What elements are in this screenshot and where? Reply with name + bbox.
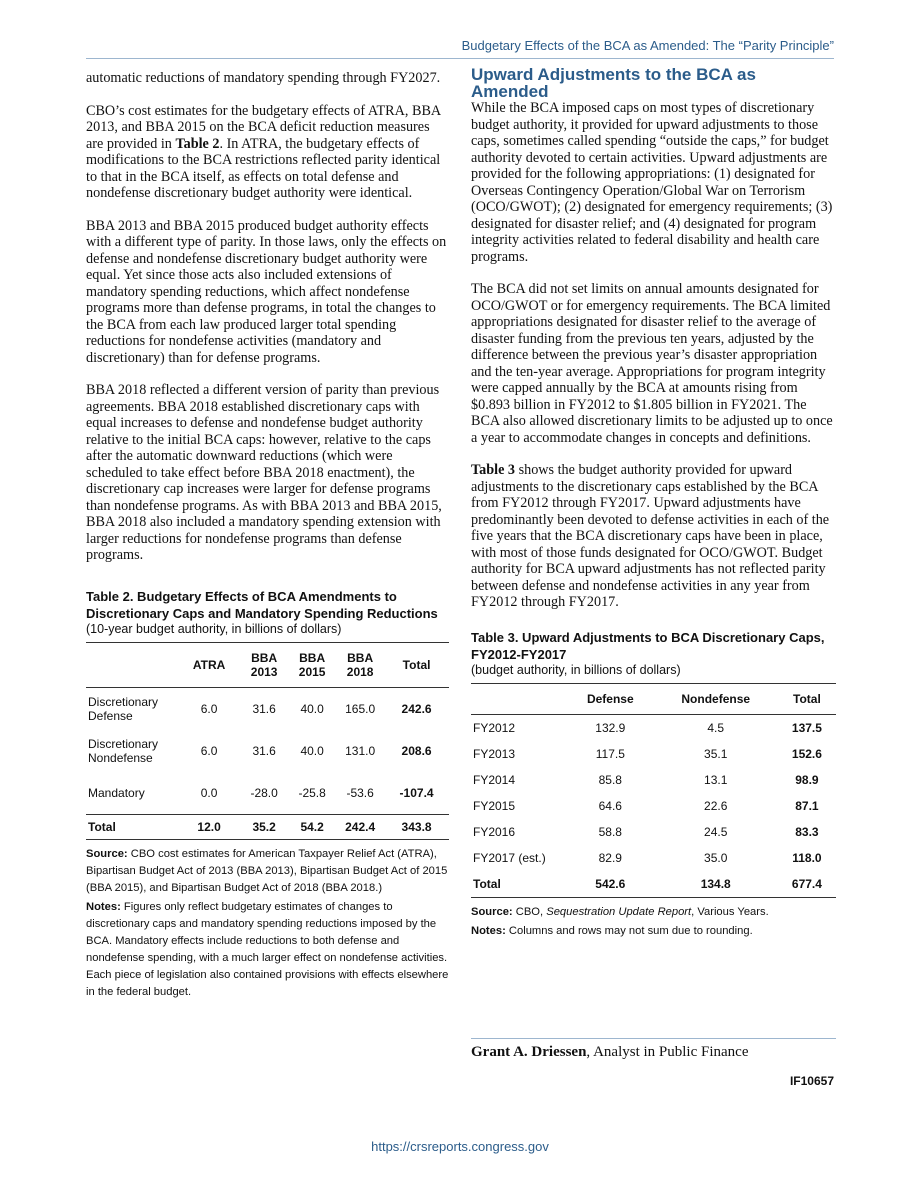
row-label: FY2013 [473, 746, 516, 761]
paragraph [471, 462, 836, 611]
table-row [471, 819, 836, 845]
table-subcaption: (10-year budget authority, in billions of dollars) [86, 621, 342, 636]
table-cell: 117.5 [595, 746, 625, 761]
table-row [86, 730, 449, 772]
column-header: BBA 2013 [240, 642, 288, 687]
column-header: Total [778, 683, 836, 714]
text: shows the budget authority provided for upward adjustments to the discretionary caps established by the BCA from FY2012 through FY2017. Upward adjustments have predominantly been devoted to defense activities in each of the five years that the BCA discretionary caps have been in place, with most of those funds designated for OCO/GWOT. Budget authority for BCA upward adjustments has not reflected parity between defense and nondefense activities in any year from FY2012 through FY2017. [471, 462, 830, 610]
left-column [86, 70, 449, 1001]
table-cell: -25.8 [298, 785, 326, 800]
column-header [471, 683, 567, 714]
table-cell: 98.9 [795, 772, 819, 787]
table-cell: 35.0 [704, 850, 728, 865]
table-cell: 85.8 [598, 772, 622, 787]
row-label: Discretionary Nondefense [88, 736, 159, 765]
table-cell: 13.1 [704, 772, 728, 787]
table-row [471, 741, 836, 767]
table-cell: 208.6 [401, 743, 432, 758]
paragraph: BBA 2018 reflected a different version of parity than previous agreements. BBA 2018 established discretionary caps with equal increases to defense and nondefense budget authority relative to the initial BCA caps: however, relative to the caps after the automatic downward reductions (which were scheduled to take effect before BBA 2018 enactment), the discretionary cap increases were larger for defense programs than nondefense programs. As with BBA 2013 and BBA 2015, BBA 2018 also included a mandatory spending extension with larger reductions for nondefense programs than defense programs. [86, 382, 442, 563]
table-row [471, 714, 836, 741]
table-3 [471, 629, 836, 940]
table-cell: 4.5 [707, 720, 725, 735]
note-label: Notes: [471, 924, 506, 937]
data-table [471, 683, 836, 898]
table-cell: 242.4 [336, 814, 384, 839]
table-cell: 24.5 [704, 824, 728, 839]
column-header [86, 642, 178, 687]
text: CBO, [512, 905, 547, 918]
note-label: Source: [471, 905, 513, 918]
note-label: Notes: [86, 900, 121, 913]
table-source [86, 846, 449, 897]
row-label: FY2016 [473, 824, 516, 839]
author-title: , Analyst in Public Finance [586, 1044, 749, 1060]
table-cell: 83.3 [795, 824, 819, 839]
table-cell: 64.6 [598, 798, 622, 813]
table-cell: 132.9 [595, 720, 626, 735]
table-reference: Table 2 [175, 135, 220, 152]
table-cell: 40.0 [300, 701, 324, 716]
header-divider [86, 58, 834, 59]
column-header: Defense [567, 683, 654, 714]
paragraph: automatic reductions of mandatory spending through FY2027. [86, 70, 441, 86]
table-row [86, 772, 449, 815]
table-row [471, 767, 836, 793]
table-cell: 31.6 [252, 743, 276, 758]
table-row [471, 793, 836, 819]
footer-link[interactable]: https://crsreports.congress.gov [371, 1139, 549, 1154]
right-column [471, 66, 836, 940]
column-header: BBA 2015 [288, 642, 336, 687]
table-cell: -53.6 [346, 785, 374, 800]
paragraph [86, 103, 449, 202]
paragraph: While the BCA imposed caps on most types of discretionary budget authority, it provided for upward adjustments to those caps, sometimes called spending “outside the caps,” for budget authority devoted to certain activities. Upward adjustments are provided for the following appropriations: (1) designated for Overseas Contingency Operation/Global War on Terrorism (OCO/GWOT); (2) designated for emergency requirements; (3) designated for disaster relief; and (4) designated for program integrity activities related to federal disability and health care programs. [471, 100, 833, 265]
text: CBO’s cost estimates for the budgetary effects of ATRA, BBA 2013, and BBA 2015 on the BCA deficit reduction measures are provided in [86, 102, 441, 152]
text: , Various Years. [691, 905, 769, 918]
column-header: ATRA [178, 642, 240, 687]
table-cell: 152.6 [791, 746, 822, 761]
table-cell: 58.8 [598, 824, 622, 839]
table-total-row [86, 814, 449, 839]
text: Figures only reflect budgetary estimates of changes to discretionary caps and mandatory spending reductions imposed by the BCA. Mandatory effects include reductions to both defense and nondefense spending, with a much larger effect on nondefense activities. Each piece of legislation also contained provisions with effects elsewhere in the federal budget. [86, 900, 449, 998]
table-total-row [471, 871, 836, 898]
table-cell: 677.4 [778, 871, 836, 898]
table-cell: 87.1 [795, 798, 819, 813]
table-cell: 137.5 [791, 720, 822, 735]
row-label: FY2014 [473, 772, 516, 787]
column-header: Nondefense [654, 683, 778, 714]
table-cell: 542.6 [567, 871, 654, 898]
row-label: Total [471, 871, 567, 898]
row-label: Mandatory [88, 785, 145, 800]
section-heading: Upward Adjustments to the BCA as Amended [471, 65, 756, 101]
report-title: Sequestration Update Report [546, 905, 692, 918]
table-cell: 118.0 [792, 850, 822, 865]
table-cell: 82.9 [598, 850, 622, 865]
row-label: FY2017 (est.) [473, 850, 546, 865]
data-table [86, 642, 449, 840]
table-cell: 22.6 [704, 798, 728, 813]
table-cell: 31.6 [252, 701, 276, 716]
column-header: BBA 2018 [336, 642, 384, 687]
column-header: Total [384, 642, 449, 687]
paragraph: The BCA did not set limits on annual amounts designated for OCO/GWOT or for emergency requirements. The BCA limited appropriations designated for disaster relief to the average of disaster funding from the previous ten years, adjusted by the difference between the previous year’s disaster appropriation and the ten-year average. Appropriations for program integrity were capped annually by the BCA at amounts rising from $0.893 billion in FY2012 to $1.805 billion in FY2021. The BCA also allowed discretionary limits to be adjusted up to once a year to accommodate changes in concepts and definitions. [471, 281, 833, 446]
text: . In ATRA, the budgetary effects of modifications to the BCA restrictions reflected parity identical to that in the BCA itself, as effects on total defense and nondefense discretionary budget authority were identical. [86, 135, 441, 201]
author-divider [471, 1038, 836, 1039]
table-cell: 6.0 [200, 701, 218, 716]
table-notes [471, 923, 836, 940]
table-cell: 40.0 [300, 743, 324, 758]
document-id: IF10657 [789, 1074, 834, 1088]
table-notes [86, 899, 449, 1001]
table-reference: Table 3 [471, 462, 516, 478]
table-cell: 134.8 [654, 871, 778, 898]
row-label: Discretionary Defense [88, 694, 159, 723]
paragraph: BBA 2013 and BBA 2015 produced budget authority effects with a different type of parity. In those laws, only the effects on defense and nondefense discretionary budget authority were equal. Yet since those acts also included extensions of mandatory spending reductions, which affect nondefense programs more than defense programs, in total the changes to the BCA from each law produced larger total spending reductions for nondefense activities (mandatory and discretionary) than for defense programs. [86, 217, 447, 366]
table-caption: Table 2. Budgetary Effects of BCA Amendments to Discretionary Caps and Mandatory Spending Reductions [86, 588, 438, 621]
author-line [471, 1044, 749, 1061]
table-caption: Table 3. Upward Adjustments to BCA Discretionary Caps, FY2012-FY2017 [471, 629, 825, 662]
table-cell: 165.0 [345, 701, 376, 716]
table-cell: -107.4 [399, 785, 434, 800]
table-cell: 6.0 [200, 743, 218, 758]
table-source [471, 904, 836, 921]
table-cell: 242.6 [401, 701, 432, 716]
table-cell: 54.2 [288, 814, 336, 839]
table-cell: 0.0 [200, 785, 218, 800]
table-row [86, 687, 449, 730]
table-row [471, 845, 836, 871]
table-cell: 12.0 [178, 814, 240, 839]
table-cell: -28.0 [250, 785, 278, 800]
table-cell: 35.2 [240, 814, 288, 839]
text: CBO cost estimates for American Taxpayer Relief Act (ATRA), Bipartisan Budget Act of 2013 (BBA 2013), Bipartisan Budget Act of 2015 (BBA 2015), and Bipartisan Budget Act of 2018 (BBA 2018.) [86, 847, 448, 894]
row-label: FY2015 [473, 798, 516, 813]
running-header: Budgetary Effects of the BCA as Amended: The “Parity Principle” [461, 38, 834, 53]
text: Columns and rows may not sum due to rounding. [505, 924, 753, 937]
table-2 [86, 588, 449, 1001]
row-label: Total [86, 814, 178, 839]
table-subcaption: (budget authority, in billions of dollars) [471, 662, 681, 677]
row-label: FY2012 [473, 720, 516, 735]
author-name: Grant A. Driessen [471, 1044, 587, 1060]
table-cell: 343.8 [384, 814, 449, 839]
table-cell: 131.0 [345, 743, 376, 758]
table-cell: 35.1 [704, 746, 728, 761]
note-label: Source: [86, 847, 128, 860]
